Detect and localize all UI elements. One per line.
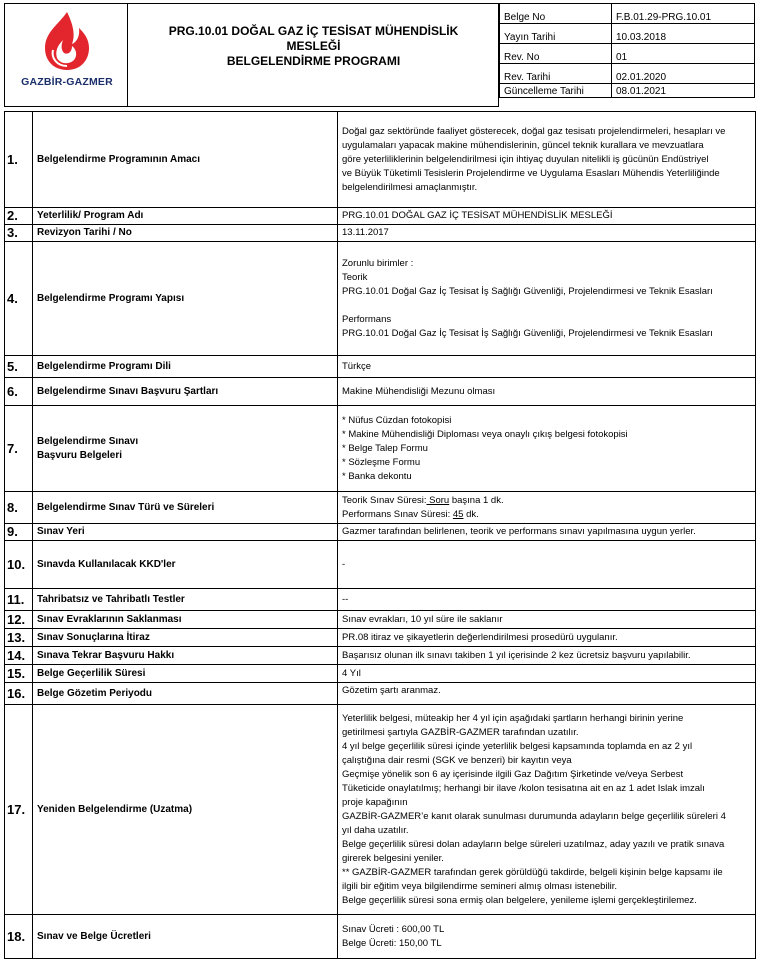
row-label: Sınav ve Belge Ücretleri	[33, 915, 338, 959]
row-value: Gözetim şartı aranmaz.	[338, 683, 756, 705]
text-line: * Belge Talep Formu	[342, 442, 428, 454]
row-number: 14.	[5, 647, 33, 665]
table-row	[5, 665, 756, 683]
table-row	[5, 524, 756, 541]
row-value	[338, 492, 756, 524]
row-number: 11.	[5, 589, 33, 611]
table-row	[5, 629, 756, 647]
text-line: PRG.10.01 Doğal Gaz İç Tesisat İş Sağlığı Güvenliği, Projelendirmesi ve Teknik Esasları	[342, 327, 713, 339]
text-line: GAZBİR-GAZMER’e kanıt olarak sunulması durumunda adayların belge geçerlilik süreleri 4	[342, 810, 726, 822]
text-line: göre yeterliliklerinin belgelendirilmesi için ihtiyaç duyulan nitelikli iş gücünün Endüstriyel	[342, 153, 709, 165]
info-label: Yayın Tarihi	[500, 24, 612, 44]
row-value: Türkçe	[338, 356, 756, 378]
info-label: Belge No	[500, 4, 612, 24]
table-row	[5, 492, 756, 524]
text-line: * Banka dekontu	[342, 470, 412, 482]
table-row	[5, 242, 756, 356]
fee-line: Sınav Ücreti : 600,00 TL	[342, 923, 445, 935]
table-row	[5, 915, 756, 959]
text-line: ve Büyük Tüketimli Tesislerin Projelendirme ve Uygulama Esasları Mühendis Yeterliliğinde	[342, 167, 720, 179]
text-line: Yeterlilik belgesi, müteakip her 4 yıl için aşağıdaki şartların herhangi birinin yerine	[342, 712, 684, 724]
text-line: Geçmişe yönelik son 6 ay içerisinde ilgili Gaz Dağıtım Şirketinde ve/veya Serbest	[342, 768, 684, 780]
table-row	[5, 683, 756, 705]
table-row	[5, 112, 756, 208]
exam-theory-suffix: başına 1 dk.	[449, 494, 504, 506]
row-number: 16.	[5, 683, 33, 705]
row-label: Belgelendirme Programının Amacı	[33, 112, 338, 208]
row-value: 4 Yıl	[338, 665, 756, 683]
title-line: PRG.10.01 DOĞAL GAZ İÇ TESİSAT MÜHENDİSLİK	[168, 24, 459, 38]
fee-line: Belge Ücreti: 150,00 TL	[342, 937, 442, 949]
info-value: 08.01.2021	[612, 84, 755, 98]
row-label: Belge Geçerlilik Süresi	[33, 665, 338, 683]
text-line: Zorunlu birimler :	[342, 257, 414, 269]
row-number: 2.	[5, 208, 33, 225]
document-header	[4, 3, 755, 107]
row-label: Sınav Sonuçlarına İtiraz	[33, 629, 338, 647]
label-line: Başvuru Belgeleri	[37, 449, 123, 461]
row-label: Sınava Tekrar Başvuru Hakkı	[33, 647, 338, 665]
row-number: 13.	[5, 629, 33, 647]
row-label: Sınavda Kullanılacak KKD'ler	[33, 541, 338, 589]
info-value: 02.01.2020	[612, 64, 755, 84]
row-value	[338, 915, 756, 959]
table-row	[5, 378, 756, 406]
table-row	[5, 541, 756, 589]
text-line: Tüketicide onaylatılmış; herhangi bir ilave /kolon tesisatına ait en az 1 adet Islak imzalı	[342, 782, 705, 794]
text-line: yıl daha uzatılır.	[342, 824, 409, 836]
info-label: Rev. Tarihi	[500, 64, 612, 84]
text-line: çalıştığına dair resmi (SGK ve benzeri) bir kayıtın veya	[342, 754, 572, 766]
exam-performance-line	[342, 508, 751, 522]
row-number: 1.	[5, 112, 33, 208]
program-table	[4, 111, 755, 959]
text-line: * Nüfus Cüzdan fotokopisi	[342, 414, 452, 426]
table-row	[5, 589, 756, 611]
row-label: Belge Gözetim Periyodu	[33, 683, 338, 705]
exam-performance-prefix: Performans Sınav Süresi:	[342, 508, 453, 520]
text-line: PRG.10.01 Doğal Gaz İç Tesisat İş Sağlığı Güvenliği, Projelendirmesi ve Teknik Esasları	[342, 285, 713, 297]
text-line: belgelendirilmesi amaçlanmıştır.	[342, 181, 478, 193]
label-line: Belgelendirme Sınavı	[37, 435, 139, 447]
row-value: Makine Mühendisliği Mezunu olması	[338, 378, 756, 406]
exam-theory-underlined: Soru	[426, 494, 450, 506]
row-value: Başarısız olunan ilk sınavı takiben 1 yıl içerisinde 2 kez ücretsiz başvuru yapılabilir.	[338, 647, 756, 665]
row-number: 9.	[5, 524, 33, 541]
row-number: 18.	[5, 915, 33, 959]
exam-performance-suffix: dk.	[463, 508, 479, 520]
logo	[4, 3, 128, 107]
text-line: Doğal gaz sektöründe faaliyet gösterecek, doğal gaz tesisatı projelendirmeleri, hesapları ve	[342, 125, 726, 137]
row-value: Gazmer tarafından belirlenen, teorik ve performans sınavı yapılmasına uygun yerler.	[338, 524, 756, 541]
table-row	[5, 406, 756, 492]
row-number: 5.	[5, 356, 33, 378]
text-line: ** GAZBİR-GAZMER tarafından gerek görüldüğü takdirde, belgeli kişinin belge kapsamı ile	[342, 866, 723, 878]
row-number: 10.	[5, 541, 33, 589]
row-number: 3.	[5, 225, 33, 242]
table-row	[5, 225, 756, 242]
text-line: * Sözleşme Formu	[342, 456, 421, 468]
text-line: 4 yıl belge geçerlilik süresi içinde yeterlilik belgesi kapsamında toplamda en az 2 yıl	[342, 740, 693, 752]
row-label: Belgelendirme Sınavı Başvuru Şartları	[33, 378, 338, 406]
row-value: PRG.10.01 DOĞAL GAZ İÇ TESİSAT MÜHENDİSLİK MESLEĞİ	[338, 208, 756, 225]
text-line: girerek belgesini yeniler.	[342, 852, 444, 864]
table-row	[5, 647, 756, 665]
row-value	[338, 406, 756, 492]
row-value: 13.11.2017	[338, 225, 756, 242]
text-line: Belge geçerlilik süresi dolan adayların belge süreleri uzatılmaz, aday yazılı ve pratik sınava	[342, 838, 725, 850]
text-line: Performans	[342, 313, 392, 325]
row-value: --	[338, 589, 756, 611]
row-number: 12.	[5, 611, 33, 629]
text-line: Teorik	[342, 271, 368, 283]
row-label: Revizyon Tarihi / No	[33, 225, 338, 242]
row-label: Sınav Evraklarının Saklanması	[33, 611, 338, 629]
text-line: proje kapağının	[342, 796, 408, 808]
row-label: Belgelendirme Programı Dili	[33, 356, 338, 378]
row-number: 7.	[5, 406, 33, 492]
row-value	[338, 705, 756, 915]
exam-theory-line	[342, 494, 751, 508]
row-value: PR.08 itiraz ve şikayetlerin değerlendirilmesi prosedürü uygulanır.	[338, 629, 756, 647]
table-row	[5, 611, 756, 629]
exam-theory-prefix: Teorik Sınav Süresi:	[342, 494, 427, 506]
document-title	[128, 24, 499, 69]
title-box	[128, 3, 499, 107]
row-value	[338, 112, 756, 208]
title-line: MESLEĞİ	[286, 39, 341, 53]
row-number: 6.	[5, 378, 33, 406]
title-line: BELGELENDİRME PROGRAMI	[226, 54, 401, 68]
info-value: 01	[612, 44, 755, 64]
row-label: Yeterlilik/ Program Adı	[33, 208, 338, 225]
info-label: Güncelleme Tarihi	[500, 84, 612, 98]
text-line: uygulamaları yapacak makine mühendislerinin, güncel teknik kurallara ve mevzuatlara	[342, 139, 704, 151]
row-label	[33, 406, 338, 492]
text-line: Belge geçerlilik süresi sona ermiş olan belgelere, yenileme işlemi gerçekleştirilemez.	[342, 894, 697, 906]
info-value: 10.03.2018	[612, 24, 755, 44]
brand-name: GAZBİR-GAZMER	[21, 76, 113, 88]
table-row	[5, 705, 756, 915]
row-value	[338, 242, 756, 356]
table-row	[5, 208, 756, 225]
info-label: Rev. No	[500, 44, 612, 64]
text-line: ilgili bir eğitim veya bilgilendirme semineri almış olması istenebilir.	[342, 880, 618, 892]
text-line: getirilmesi şartıyla GAZBİR-GAZMER tarafından uzatılır.	[342, 726, 579, 738]
row-number: 17.	[5, 705, 33, 915]
row-value: Sınav evrakları, 10 yıl süre ile saklanır	[338, 611, 756, 629]
row-number: 15.	[5, 665, 33, 683]
row-label: Yeniden Belgelendirme (Uzatma)	[33, 705, 338, 915]
exam-performance-underlined: 45	[452, 508, 464, 520]
row-value: -	[338, 541, 756, 589]
row-label: Belgelendirme Sınav Türü ve Süreleri	[33, 492, 338, 524]
table-row	[5, 356, 756, 378]
row-label: Belgelendirme Programı Yapısı	[33, 242, 338, 356]
flame-logo-icon	[39, 10, 95, 72]
text-line: * Makine Mühendisliği Diploması veya onaylı çıkış belgesi fotokopisi	[342, 428, 628, 440]
blank-line	[342, 299, 751, 313]
document-info-table	[499, 3, 755, 98]
row-number: 8.	[5, 492, 33, 524]
row-label: Sınav Yeri	[33, 524, 338, 541]
row-label: Tahribatsız ve Tahribatlı Testler	[33, 589, 338, 611]
row-number: 4.	[5, 242, 33, 356]
info-value: F.B.01.29-PRG.10.01	[612, 4, 755, 24]
